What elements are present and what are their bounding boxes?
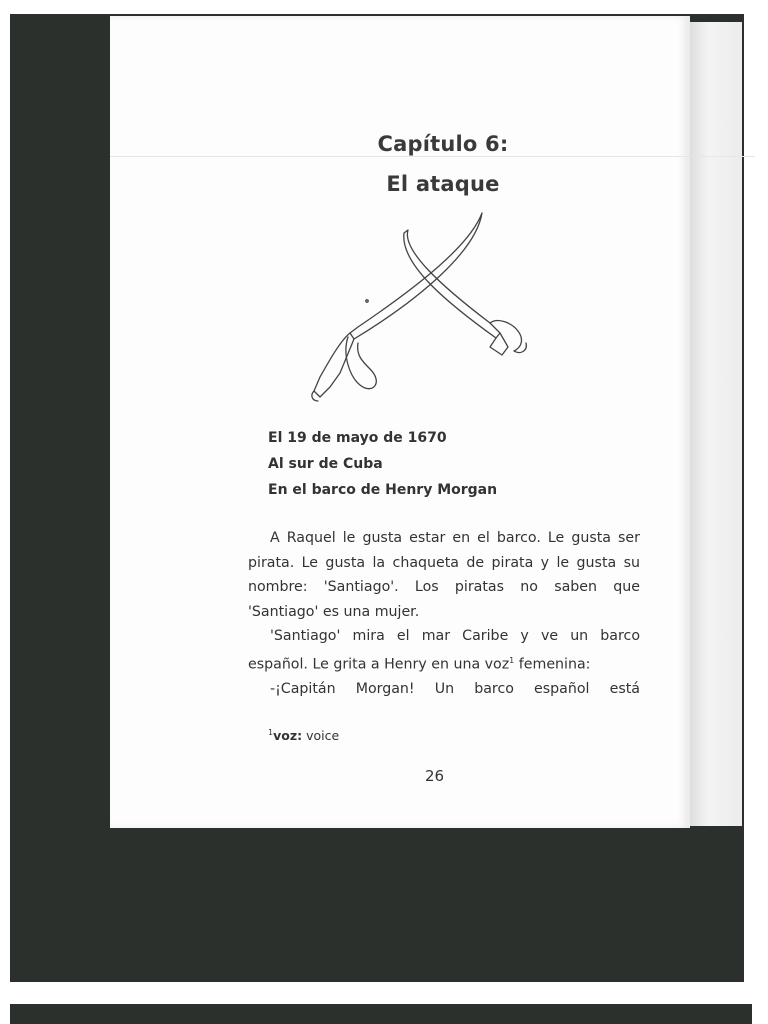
chapter-number-title: Capítulo 6: (377, 132, 509, 156)
header-date: El 19 de mayo de 1670 (268, 430, 447, 446)
paragraph-2-text: 'Santiago' mira el mar Caribe y ve un barco español. Le grita a Henry en una voz (248, 628, 640, 673)
footnote-reference: 1 (509, 655, 515, 665)
header-ship: En el barco de Henry Morgan (268, 482, 498, 498)
footnote (268, 728, 339, 743)
paragraph-2 (248, 624, 640, 677)
scan-fold-line (110, 156, 755, 157)
paragraph-3: -¡Capitán Morgan! Un barco español está (270, 680, 640, 697)
footnote-definition: voice (302, 728, 340, 744)
body-text (248, 526, 640, 701)
footnote-term: voz: (273, 728, 303, 744)
paragraph-1: A Raquel le gusta estar en el barco. Le gusta ser pirata. Le gusta la chaqueta de pirata y le gusta su nombre: 'Santiago'. Los piratas no saben que 'Santiago' es una mujer. (248, 530, 640, 620)
paragraph-2-text-end: femenina: (514, 656, 591, 673)
page-number: 26 (425, 767, 445, 785)
crossed-swords-icon (300, 205, 540, 415)
scan-bottom-edge (10, 1004, 752, 1024)
chapter-name-title: El ataque (386, 172, 500, 196)
header-location: Al sur de Cuba (268, 456, 383, 472)
footnote-mark: 1 (268, 728, 274, 737)
